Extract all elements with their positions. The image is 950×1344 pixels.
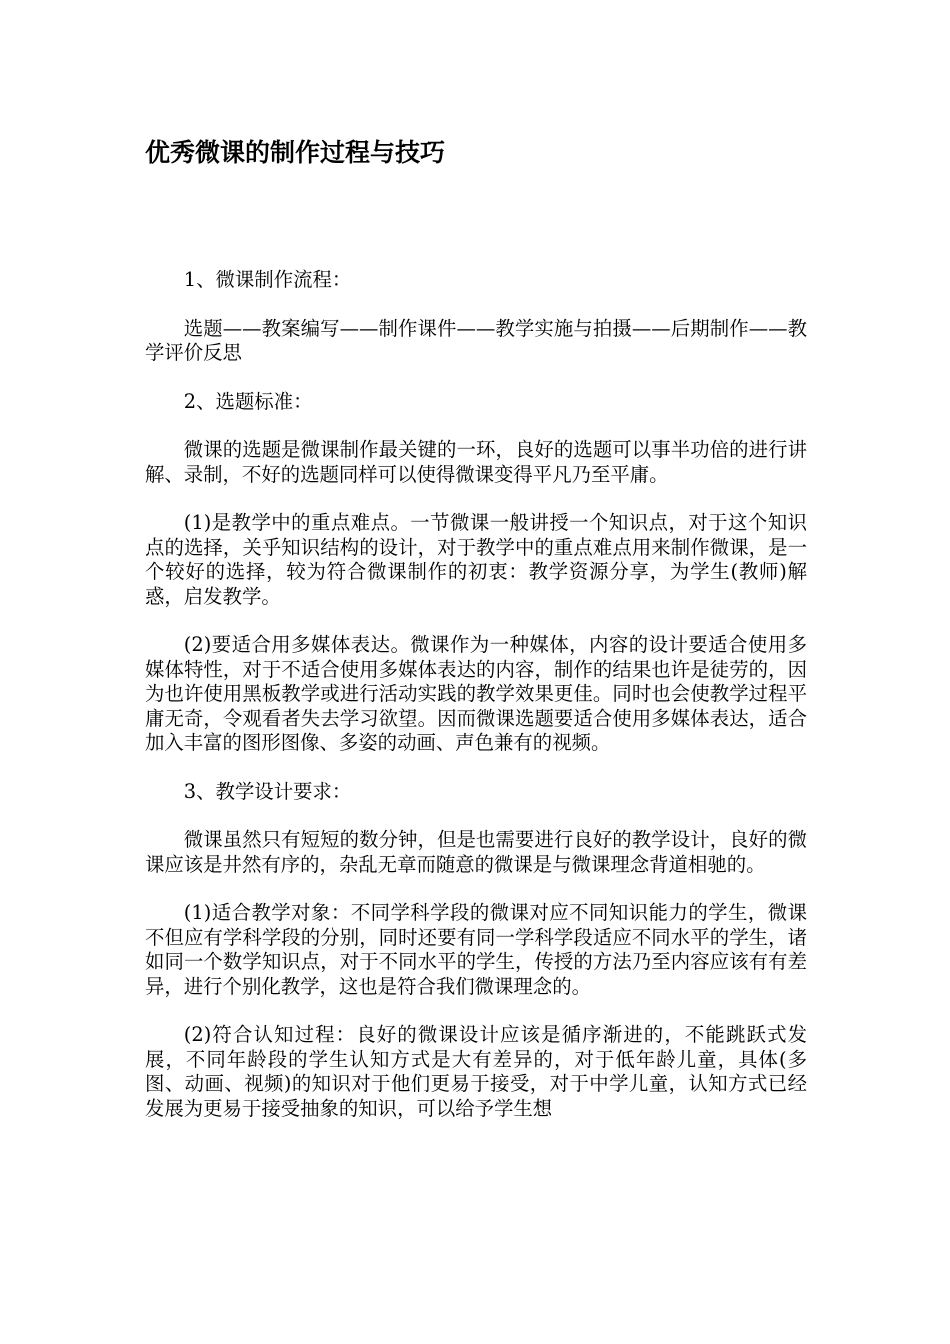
paragraph-topic-key-points: (1)是教学中的重点难点。一节微课一般讲授一个知识点，对于这个知识点的选择，关乎知识结构的设计，对于教学中的重点难点用来制作微课，是一个较好的选择，较为符合微课制作的初衷：教学资源分享，为学生(教师)解惑，启发教学。: [145, 511, 807, 608]
section-heading-workflow: 1、微课制作流程：: [183, 268, 352, 291]
paragraph-topic-importance: 微课的选题是微课制作最关键的一环，良好的选题可以事半功倍的进行讲解、录制，不好的选题同样可以使得微课变得平凡乃至平庸。: [145, 438, 807, 486]
paragraph-design-audience: (1)适合教学对象：不同学科学段的微课对应不同知识能力的学生，微课不但应有学科学段的分别，同时还要有同一学科学段适应不同水平的学生，诸如同一个数学知识点，对于不同水平的学生，传授的方法乃至内容应该有有差异，进行个别化教学，这也是符合我们微课理念的。: [145, 901, 807, 998]
document-title: 优秀微课的制作过程与技巧: [145, 138, 446, 167]
section-heading-design-requirements: 3、教学设计要求：: [183, 779, 352, 803]
paragraph-design-intro: 微课虽然只有短短的数分钟，但是也需要进行良好的教学设计，良好的微课应该是井然有序的，杂乱无章而随意的微课是与微课理念背道相驰的。: [145, 828, 807, 876]
paragraph-workflow-steps: 选题——教案编写——制作课件——教学实施与拍摄——后期制作——教学评价反思: [145, 316, 807, 364]
paragraph-topic-multimedia: (2)要适合用多媒体表达。微课作为一种媒体，内容的设计要适合使用多媒体特性，对于不适合使用多媒体表达的内容，制作的结果也许是徒劳的，因为也许使用黑板教学或进行活动实践的教学效果更佳。同时也会使教学过程平庸无奇，令观看者失去学习欲望。因而微课选题要适合使用多媒体表达，适合加入丰富的图形图像、多姿的动画、声色兼有的视频。: [145, 633, 807, 754]
section-heading-topic-criteria: 2、选题标准：: [183, 389, 313, 413]
paragraph-design-cognition: (2)符合认知过程：良好的微课设计应该是循序渐进的，不能跳跃式发展，不同年龄段的学生认知方式是大有差异的，对于低年龄儿童，具体(多图、动画、视频)的知识对于他们更易于接受，对于中学儿童，认知方式已经发展为更易于接受抽象的知识，可以给予学生想: [145, 1023, 807, 1120]
document-body: [145, 268, 807, 1145]
